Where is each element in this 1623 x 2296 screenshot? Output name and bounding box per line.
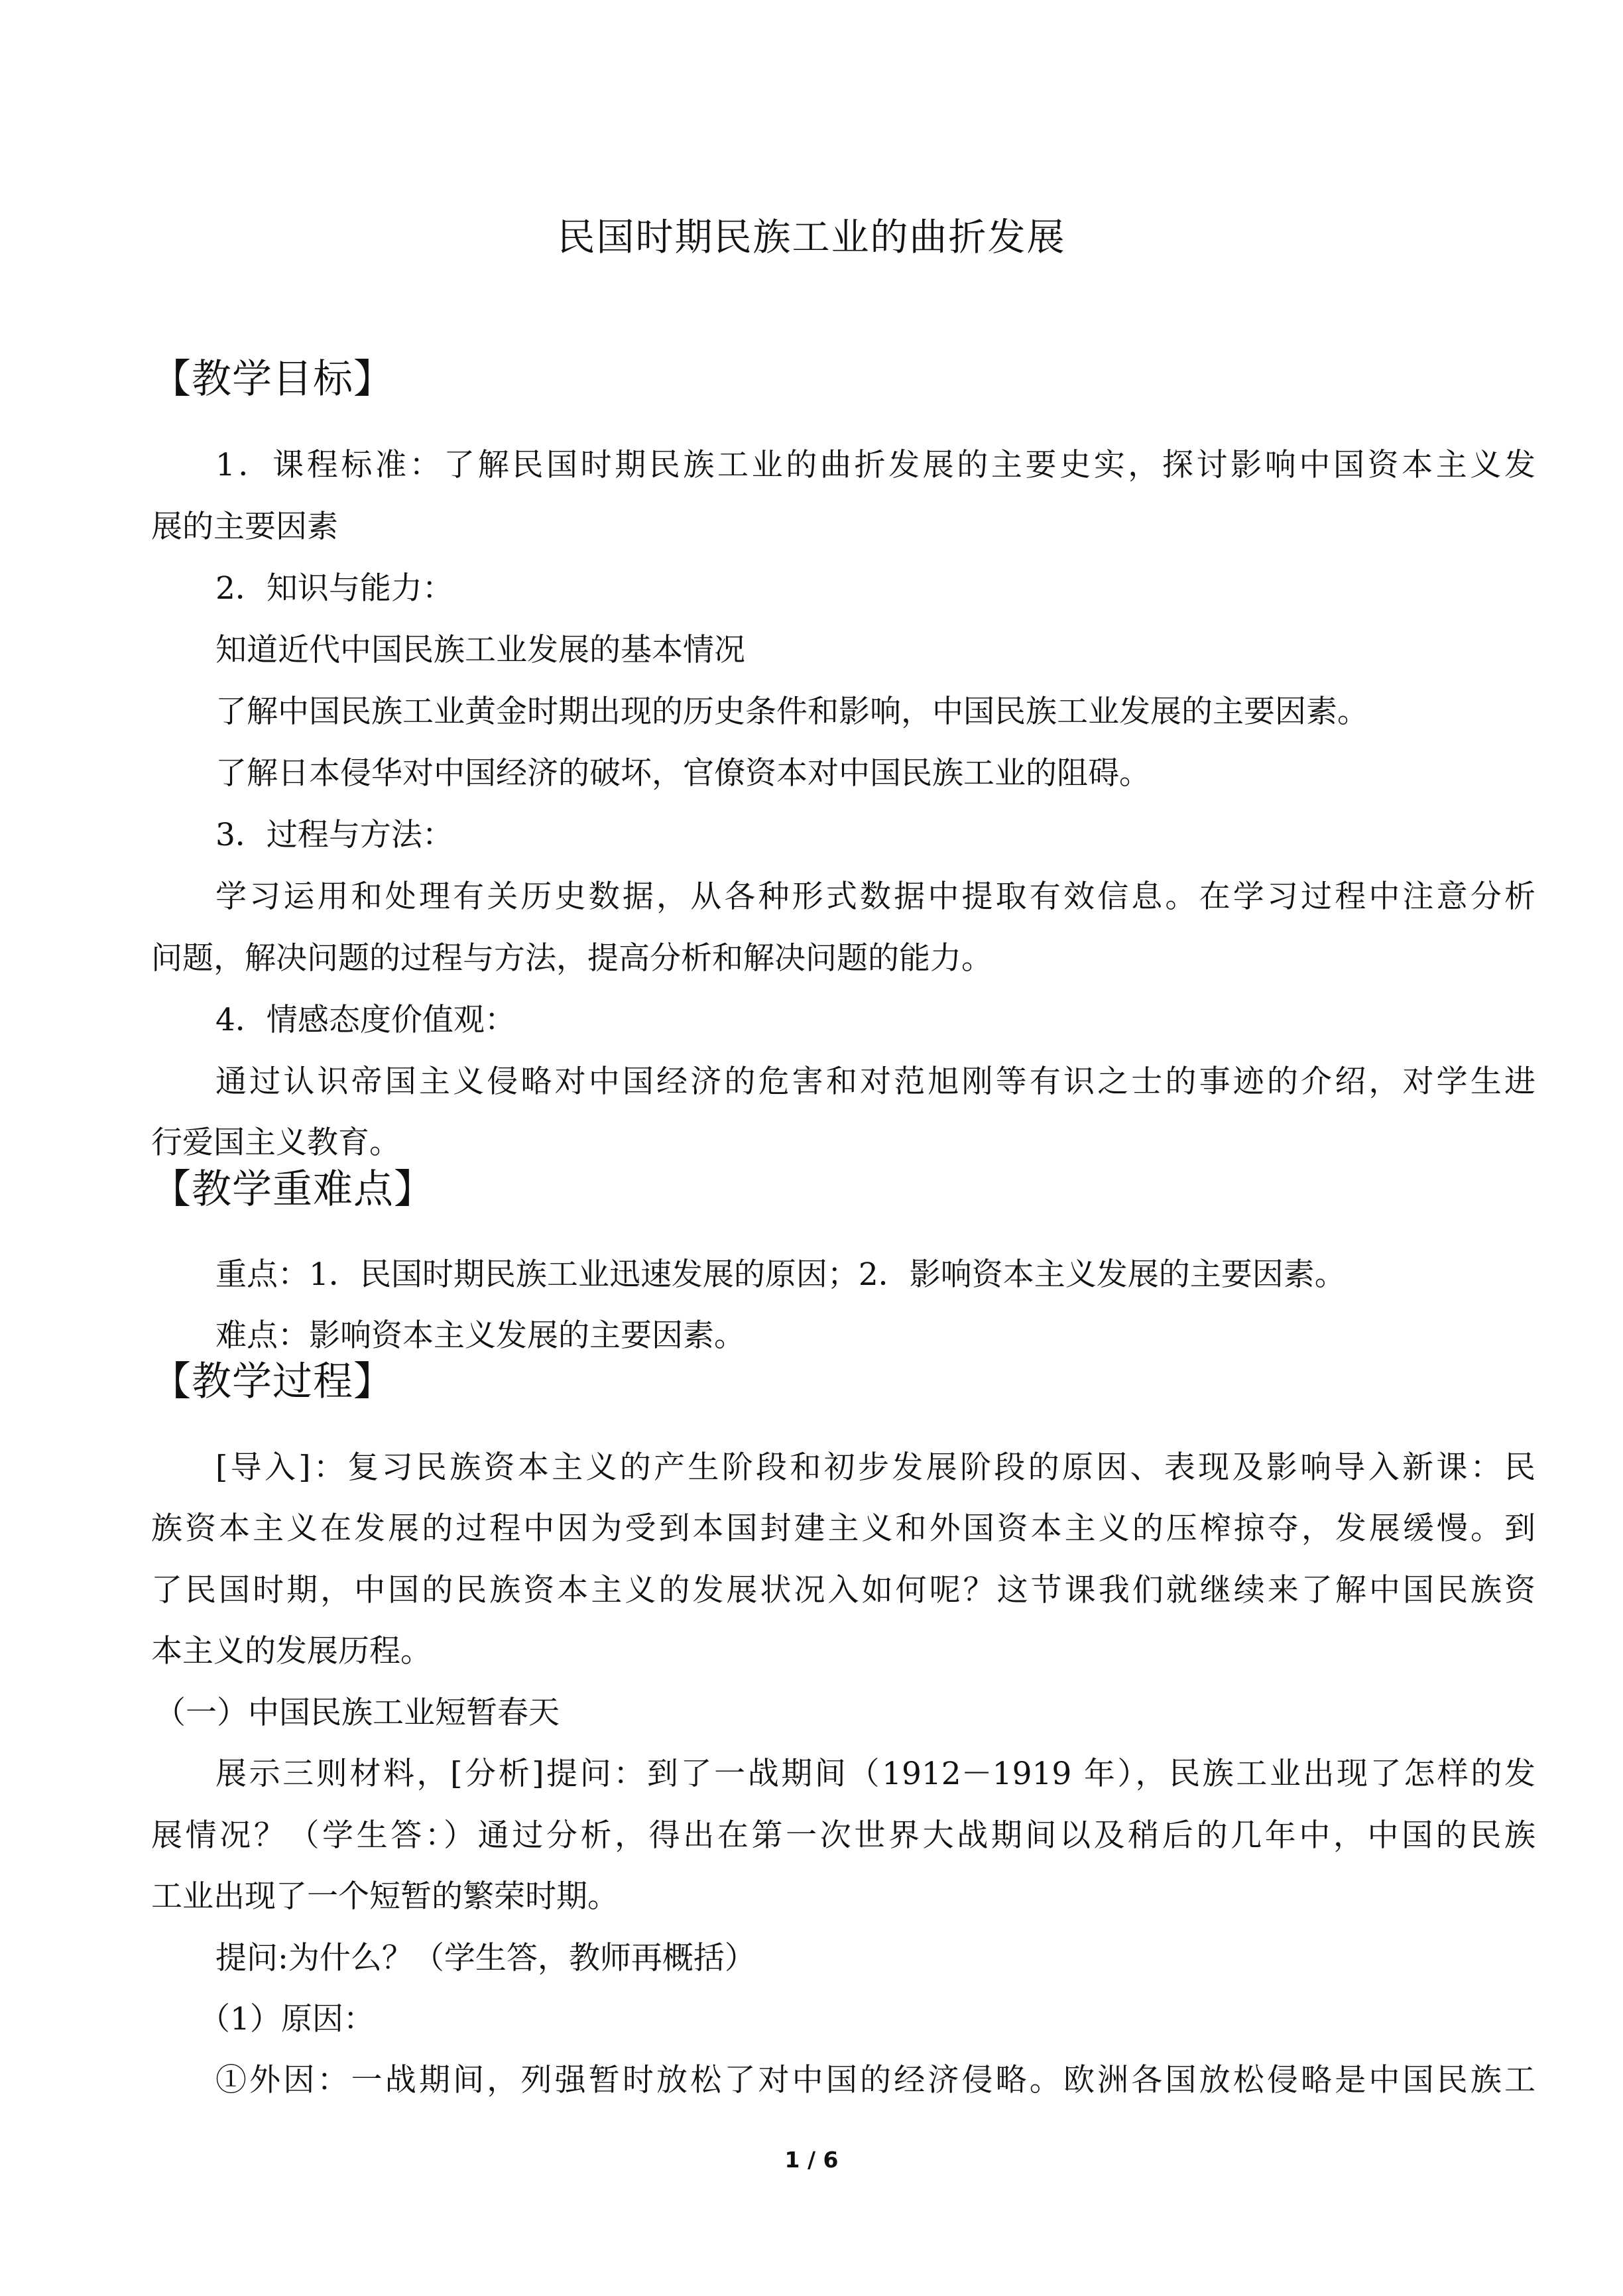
section-heading-key-points: 【教学重难点】 xyxy=(151,1166,434,1213)
paragraph-line: 1．课程标准：了解民国时期民族工业的曲折发展的主要史实，探讨影响中国资本主义发 xyxy=(215,447,1535,483)
section-heading-objectives: 【教学目标】 xyxy=(151,356,394,402)
document-title: 民国时期民族工业的曲折发展 xyxy=(557,215,1066,259)
paragraph-line: 了民国时期，中国的民族资本主义的发展状况入如何呢？这节课我们就继续来了解中国民族资 xyxy=(151,1572,1535,1608)
section-heading-process: 【教学过程】 xyxy=(151,1359,394,1405)
paragraph-line: 学习运用和处理有关历史数据，从各种形式数据中提取有效信息。在学习过程中注意分析 xyxy=(215,878,1535,915)
paragraph-line: 3．过程与方法： xyxy=(215,817,453,853)
paragraph-line: （一）中国民族工业短暂春天 xyxy=(154,1695,560,1731)
paragraph-line: 展的主要因素 xyxy=(151,509,338,545)
paragraph-line: 了解中国民族工业黄金时期出现的历史条件和影响，中国民族工业发展的主要因素。 xyxy=(215,694,1368,730)
paragraph-line: ①外因：一战期间，列强暂时放松了对中国的经济侵略。欧洲各国放松侵略是中国民族工 xyxy=(215,2062,1535,2098)
page-number: 1 / 6 xyxy=(784,2147,839,2173)
paragraph-line: 工业出现了一个短暂的繁荣时期。 xyxy=(151,1878,619,1915)
paragraph-line: [导入]：复习民族资本主义的产生阶段和初步发展阶段的原因、表现及影响导入新课：民 xyxy=(215,1449,1535,1486)
paragraph-line: 行爱国主义教育。 xyxy=(151,1124,400,1161)
paragraph-line: 提问:为什么？（学生答，教师再概括） xyxy=(215,1940,756,1976)
paragraph-line: 展情况？（学生答：）通过分析，得出在第一次世界大战期间以及稍后的几年中，中国的民族 xyxy=(151,1817,1535,1854)
paragraph-line: 通过认识帝国主义侵略对中国经济的危害和对范旭刚等有识之士的事迹的介绍，对学生进 xyxy=(215,1063,1535,1100)
paragraph-line: 4．情感态度价值观： xyxy=(215,1002,516,1038)
paragraph-line: 重点：1．民国时期民族工业迅速发展的原因；2．影响资本主义发展的主要因素。 xyxy=(215,1256,1346,1293)
paragraph-line: 了解日本侵华对中国经济的破坏，官僚资本对中国民族工业的阻碍。 xyxy=(215,755,1150,792)
paragraph-line: （1）原因： xyxy=(199,2001,375,2037)
paragraph-line: 问题，解决问题的过程与方法，提高分析和解决问题的能力。 xyxy=(151,940,992,977)
paragraph-line: 族资本主义在发展的过程中因为受到本国封建主义和外国资本主义的压榨掠夺，发展缓慢。到 xyxy=(151,1510,1535,1547)
paragraph-line: 展示三则材料，[分析]提问：到了一战期间（1912－1919 年），民族工业出现了怎样的发 xyxy=(215,1756,1535,1792)
paragraph-line: 2．知识与能力： xyxy=(215,570,453,607)
paragraph-line: 难点：影响资本主义发展的主要因素。 xyxy=(215,1317,745,1354)
paragraph-line: 本主义的发展历程。 xyxy=(151,1633,432,1669)
paragraph-line: 知道近代中国民族工业发展的基本情况 xyxy=(215,632,745,668)
